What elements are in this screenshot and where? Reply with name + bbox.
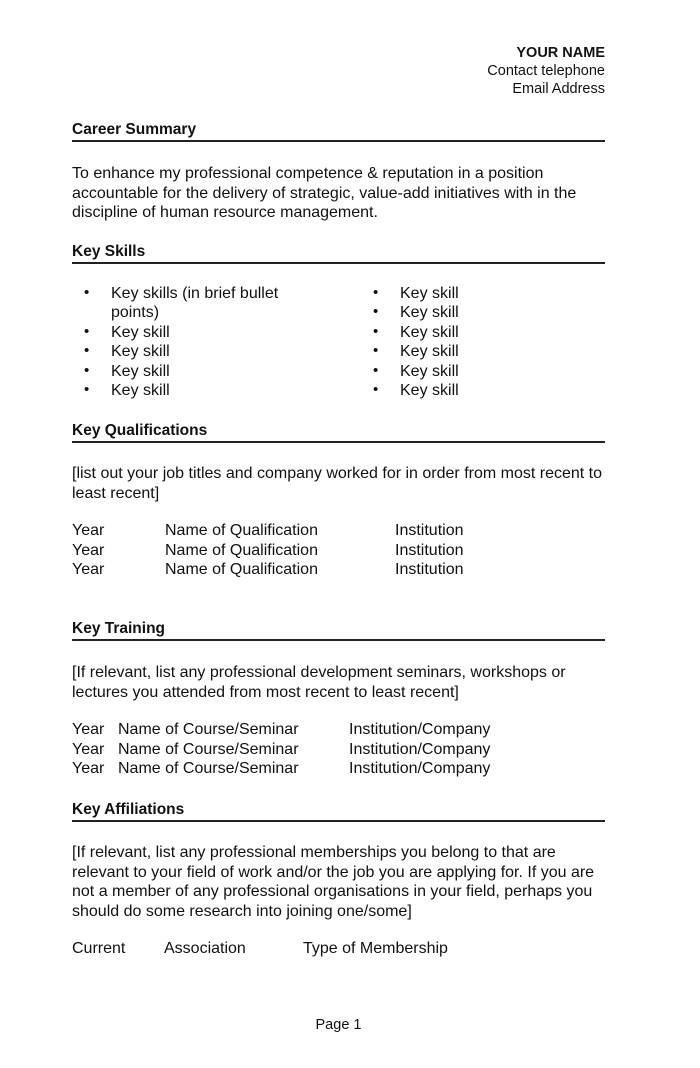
skill-item: • Key skill <box>72 381 322 400</box>
skill-item: • Key skill <box>361 342 605 361</box>
skills-column-right <box>361 284 605 400</box>
skills-column-left <box>72 284 322 400</box>
training-year: Year <box>72 721 105 738</box>
key-training-heading: Key Training <box>72 620 605 641</box>
qualification-institution: Institution <box>395 522 464 539</box>
page-number: Page 1 <box>315 1017 362 1033</box>
key-skills-heading: Key Skills <box>72 243 605 264</box>
skill-item: • Key skill <box>72 323 322 342</box>
training-institution: Institution/Company <box>349 760 491 777</box>
email-address: Email Address <box>512 81 605 97</box>
affiliation-association: Association <box>164 940 246 957</box>
contact-header <box>487 44 605 98</box>
affiliations-intro: [If relevant, list any professional memberships you belong to that are relevant to your field of work and/or the job you are applying for. If you are not a member of any professional organisations in your field, perhaps you should do some research into joining one/some] <box>72 844 595 920</box>
training-row <box>72 759 605 779</box>
qualification-institution: Institution <box>395 542 464 559</box>
key-qualifications-heading: Key Qualifications <box>72 422 605 443</box>
training-course: Name of Course/Seminar <box>118 760 299 777</box>
skill-item: • Key skill <box>361 303 605 322</box>
training-course: Name of Course/Seminar <box>118 741 299 758</box>
qualifications-intro: [list out your job titles and company worked for in order from most recent to least recent] <box>72 465 603 502</box>
training-year: Year <box>72 760 105 777</box>
affiliation-row <box>72 939 605 959</box>
qualification-name: Name of Qualification <box>165 561 318 578</box>
training-intro: [If relevant, list any professional development seminars, workshops or lectures you attended from most recent to least recent] <box>72 664 566 701</box>
skill-item: • Key skill <box>361 284 605 303</box>
qualification-year: Year <box>72 542 105 559</box>
training-year: Year <box>72 741 105 758</box>
skill-item: • Key skill <box>72 362 322 381</box>
training-institution: Institution/Company <box>349 741 491 758</box>
skill-item: • Key skill <box>361 323 605 342</box>
qualification-row <box>72 560 605 580</box>
career-summary-text: To enhance my professional competence & reputation in a position accountable for the delivery of strategic, value-add initiatives with in the discipline of human resource management. <box>72 165 577 221</box>
resume-page <box>72 0 605 1068</box>
qualification-name: Name of Qualification <box>165 542 318 559</box>
qualification-institution: Institution <box>395 561 464 578</box>
training-row <box>72 740 605 760</box>
qualification-year: Year <box>72 522 105 539</box>
qualification-row <box>72 541 605 561</box>
key-affiliations-heading: Key Affiliations <box>72 801 605 822</box>
training-institution: Institution/Company <box>349 721 491 738</box>
contact-telephone: Contact telephone <box>487 63 605 79</box>
training-row <box>72 720 605 740</box>
qualification-name: Name of Qualification <box>165 522 318 539</box>
skill-item: • Key skill <box>361 362 605 381</box>
skill-item: • Key skills (in brief bullet points) <box>72 284 322 323</box>
skill-item: • Key skill <box>361 381 605 400</box>
skill-item: • Key skill <box>72 342 322 361</box>
career-summary-heading: Career Summary <box>72 121 605 142</box>
training-course: Name of Course/Seminar <box>118 721 299 738</box>
affiliation-membership: Type of Membership <box>303 940 448 957</box>
qualification-year: Year <box>72 561 105 578</box>
applicant-name: YOUR NAME <box>516 45 605 61</box>
affiliation-status: Current <box>72 940 126 957</box>
qualification-row <box>72 521 605 541</box>
